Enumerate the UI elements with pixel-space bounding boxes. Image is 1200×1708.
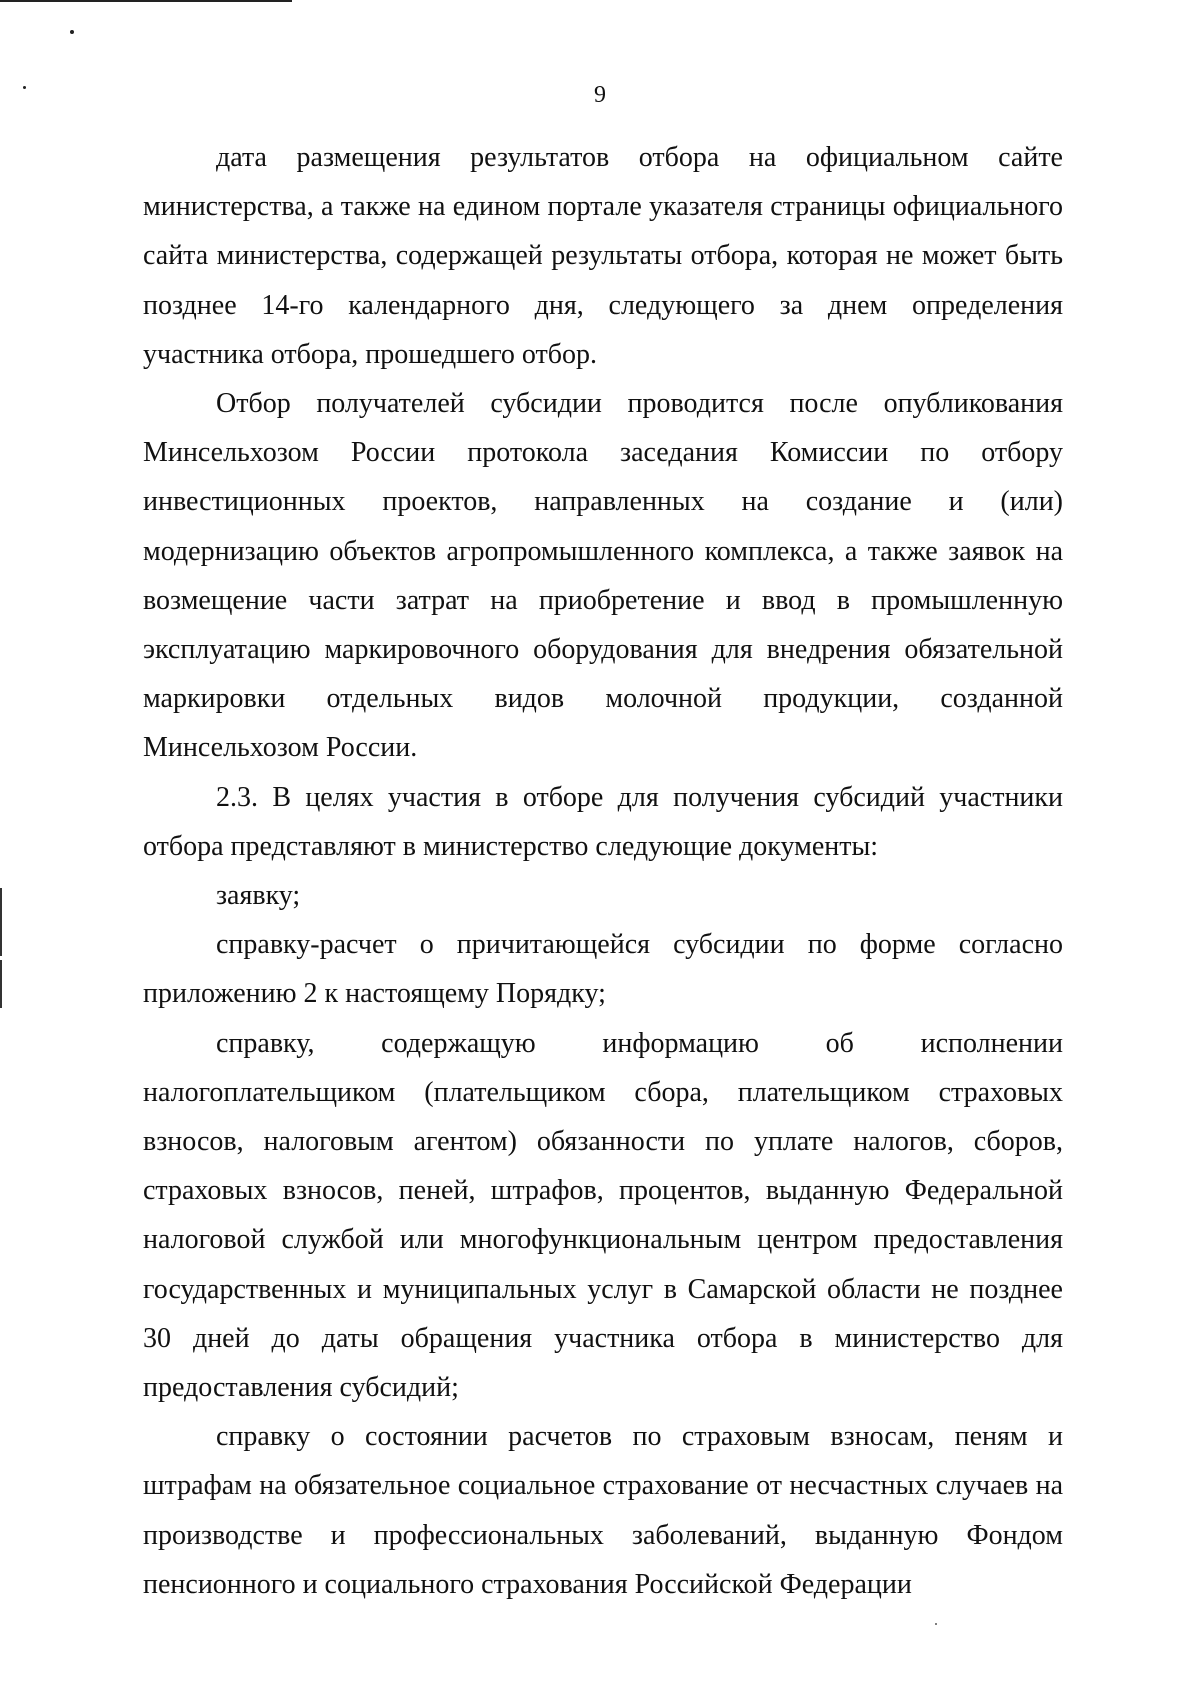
paragraph-insurance-certificate: справку о состоянии расчетов по страховым взносам, пеням и штрафам на обязательное социальное страхование от несчастных случаев на производстве и профессиональных заболеваний, выданную Фондом пенсионного и социального страхования Российской Федерации <box>143 1421 1063 1600</box>
paragraph-publication-date: дата размещения результатов отбора на официальном сайте министерства, а также на едином портале указателя страницы официального сайта министерства, содержащей результаты отбора, которая не может быть позднее 14-го календарного дня, следующего за днем определения участника отбора, прошедшего отбор. <box>143 142 1063 370</box>
scan-speck <box>935 1623 937 1625</box>
paragraph-calculation-certificate: справку-расчет о причитающейся субсидии по форме согласно приложению 2 к настоящему Порядку; <box>143 929 1063 1010</box>
document-body <box>143 133 1063 1609</box>
paragraph-tax-certificate: справку, содержащую информацию об исполнении налогоплательщиком (плательщиком сбора, плательщиком страховых взносов, налоговым агентом) обязанности по уплате налогов, сборов, страховых взносов, пеней, штрафов, процентов, выданную Федеральной налоговой службой или многофункциональным центром предоставления государственных и муниципальных услуг в Самарской области не позднее 30 дней до даты обращения участника отбора в министерство для предоставления субсидий; <box>143 1027 1063 1404</box>
paragraph-selection-procedure: Отбор получателей субсидии проводится после опубликования Минсельхозом России протокола заседания Комиссии по отбору инвестиционных проектов, направленных на создание и (или) модернизацию объектов агропромышленного комплекса, а также заявок на возмещение части затрат на приобретение и ввод в промышленную эксплуатацию маркировочного оборудования для внедрения обязательной маркировки отдельных видов молочной продукции, созданной Минсельхозом России. <box>143 388 1063 764</box>
scan-edge-mark <box>0 960 2 1008</box>
paragraph-application: заявку; <box>216 880 301 912</box>
page-number: 9 <box>594 82 606 108</box>
scan-speck <box>70 30 74 34</box>
scan-edge-mark <box>0 888 2 956</box>
paragraph-section-2-3: 2.3. В целях участия в отборе для получения субсидий участники отбора представляют в министерство следующие документы: <box>143 781 1063 862</box>
scan-edge-line <box>0 0 292 2</box>
